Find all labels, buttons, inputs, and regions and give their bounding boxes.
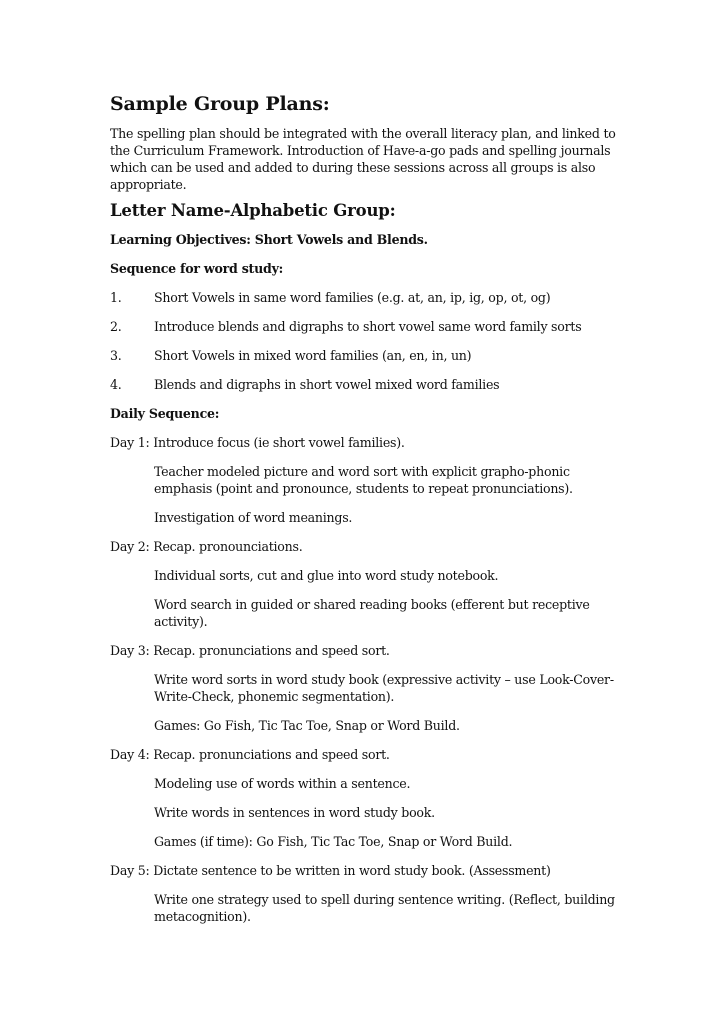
sequence-number: 2.: [110, 319, 122, 334]
sequence-item: [110, 318, 630, 335]
sequence-text: Introduce blends and digraphs to short vowel same word family sorts: [154, 319, 582, 334]
day-5-block: [110, 862, 630, 925]
sequence-item: [110, 376, 630, 393]
sequence-text: Short Vowels in mixed word families (an, en, in, un): [154, 348, 472, 363]
sequence-heading: Sequence for word study:: [110, 261, 284, 276]
intro-paragraph: The spelling plan should be integrated with the overall literacy plan, and linked to the Curriculum Framework. Introduction of Have-a-go pads and spelling journals which can be used and added to during these sessions across all groups is also appropriate.: [110, 126, 616, 192]
day-3-line: Day 3: Recap. pronunciations and speed sort.: [110, 643, 390, 658]
sequence-number: 4.: [110, 377, 122, 392]
day-4-item: Modeling use of words within a sentence.: [154, 776, 411, 791]
day-4-item: Games (if time): Go Fish, Tic Tac Toe, Snap or Word Build.: [154, 834, 513, 849]
day-5-line: Day 5: Dictate sentence to be written in word study book. (Assessment): [110, 863, 551, 878]
day-2-line: Day 2: Recap. pronounciations.: [110, 539, 303, 554]
day-3-item: Games: Go Fish, Tic Tac Toe, Snap or Word Build.: [154, 718, 460, 733]
day-5-item: Write one strategy used to spell during sentence writing. (Reflect, building metacognition).: [154, 892, 615, 924]
sequence-text: Short Vowels in same word families (e.g. at, an, ip, ig, op, ot, og): [154, 290, 551, 305]
day-1-item: Teacher modeled picture and word sort with explicit grapho-phonic emphasis (point and pronounce, students to repeat pronunciations).: [154, 464, 573, 496]
day-1-item: Investigation of word meanings.: [154, 510, 353, 525]
sequence-number: 1.: [110, 290, 122, 305]
day-2-block: [110, 538, 630, 630]
day-4-line: Day 4: Recap. pronunciations and speed sort.: [110, 747, 390, 762]
learning-objectives: Learning Objectives: Short Vowels and Blends.: [110, 232, 428, 247]
day-3-block: [110, 642, 630, 734]
sequence-text: Blends and digraphs in short vowel mixed word families: [154, 377, 500, 392]
day-2-item: Individual sorts, cut and glue into word study notebook.: [154, 568, 499, 583]
sequence-item: [110, 289, 630, 306]
day-3-item: Write word sorts in word study book (expressive activity – use Look-Cover-Write-Check, phonemic segmentation).: [154, 672, 614, 704]
group-heading: Letter Name-Alphabetic Group:: [110, 201, 396, 220]
page-title: Sample Group Plans:: [110, 93, 330, 115]
day-1-block: [110, 434, 630, 526]
sequence-number: 3.: [110, 348, 122, 363]
day-4-item: Write words in sentences in word study book.: [154, 805, 435, 820]
day-1-line: Day 1: Introduce focus (ie short vowel families).: [110, 435, 405, 450]
day-2-item: Word search in guided or shared reading books (efferent but receptive activity).: [154, 597, 590, 629]
document-page: [110, 92, 630, 937]
sequence-list: [110, 289, 630, 393]
sequence-item: [110, 347, 630, 364]
day-4-block: [110, 746, 630, 850]
daily-sequence-heading: Daily Sequence:: [110, 406, 220, 421]
